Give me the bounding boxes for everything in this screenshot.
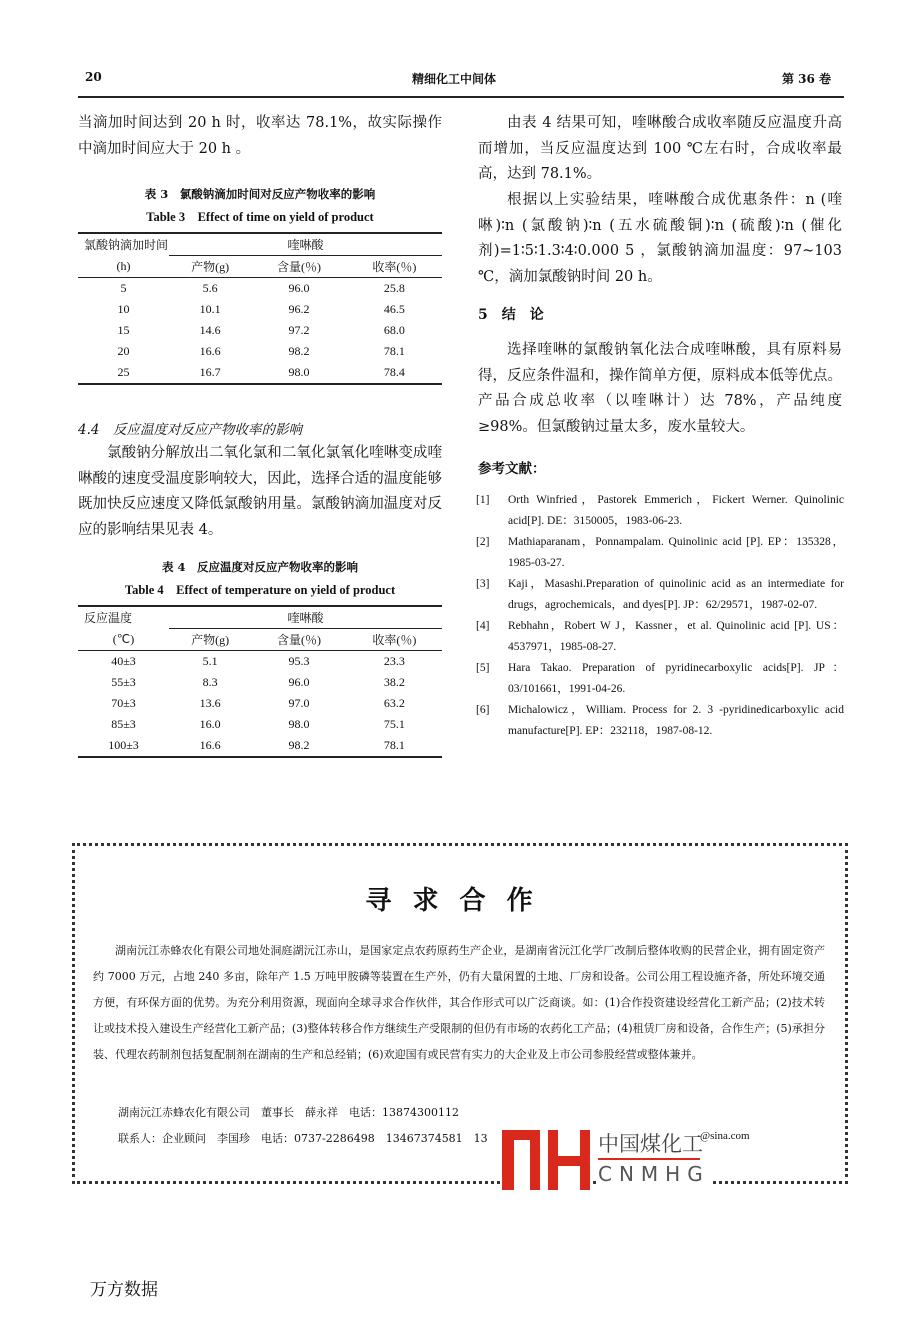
reference-text: Orth Winfried，Pastorek Emmerich，Fickert Werner. Quinolinic acid[P]. DE：3150005，1983-06-23. (508, 494, 844, 527)
table-cell: 25 (78, 362, 169, 384)
table-4 (78, 605, 442, 758)
column-header: 收率(％) (347, 629, 442, 651)
reference-item (476, 490, 844, 532)
table-cell: 15 (117, 323, 130, 337)
table-cell: 95.3 (288, 654, 310, 668)
watermark-rule (598, 1158, 700, 1160)
group-header: 喹啉酸 (169, 233, 442, 256)
reference-text: Kaji，Masashi.Preparation of quinolinic acid as an intermediate for drugs，agrochemicals，and dyes[P]. JP：62/29571，1987-02-07. (508, 578, 844, 611)
reference-text: Mathiaparanam，Ponnampalam. Quinolinic acid [P]. EP：135328，1985-03-27. (508, 536, 844, 569)
reference-number: [3] (476, 578, 490, 590)
reference-item (476, 616, 844, 658)
column-header: 收率(％) (347, 256, 442, 278)
watermark-en: CNMHG (598, 1162, 710, 1186)
col0-unit: (℃) (78, 629, 169, 651)
watermark-cn: 中国煤化工 (598, 1128, 703, 1158)
reference-number: [4] (476, 620, 490, 632)
conclusion-paragraph: 选择喹啉的氯酸钠氧化法合成喹啉酸，具有原料易得，反应条件温和，操作简单方便，原料成本低等优点。产品合成总收率（以喹啉计）达 78%，产品纯度≥98%。但氯酸钠过量太多，废水量较大。 (478, 342, 842, 435)
table-row (78, 672, 442, 693)
table3-caption-cn: 表 3 氯酸钠滴加时间对反应产物收率的影响 (144, 187, 376, 201)
reference-number: [1] (476, 494, 490, 506)
column-header: 含量(％) (251, 629, 346, 651)
table-cell: 16.7 (169, 362, 251, 384)
reference-number: [6] (476, 704, 490, 716)
ad-body: 湖南沅江赤蜂农化有限公司地处洞庭湖沅江赤山，是国家定点农药原药生产企业，是湖南省沅江化学厂改制后整体收购的民营企业，拥有固定资产约 7000 万元，占地 240 多亩，除年产 1.5 万吨甲胺磷等装置在生产外，仍有大量闲置的土地、厂房和设备。公司公用工程设施齐备，所处环境交通方便，有环保方面的优势。为充分利用资源，现面向全球寻求合作伙伴，其合作形式可以广泛商谈。如：(1)合作投资建设经营化工新产品；(2)技术转让或技术投入建设生产经营化工新产品；(3)整体转移合作方继续生产受限制的但仍有市场的农药化工产品；(4)租赁厂房和设备，合作生产；(5)承担分装、代理农药制剂包括复配制剂在湖南的生产和总经销；(6)欢迎国有或民营有实力的大企业及上市公司参股经营或整体兼并。 (93, 944, 825, 1061)
table-row (78, 299, 442, 320)
col0-header: 反应温度 (78, 606, 169, 629)
reference-text: Rebhahn，Robert W J，Kassner，et al. Quinolinic acid [P]. US：4537971，1985-08-27. (508, 620, 844, 653)
table-cell: 14.6 (199, 323, 221, 337)
table-cell: 38.2 (383, 675, 405, 689)
table-cell: 23.3 (383, 654, 405, 668)
table-cell: 100±3 (78, 735, 169, 757)
table-cell: 25.8 (383, 281, 405, 295)
table-cell: 5 (120, 281, 127, 295)
table-cell: 10.1 (199, 302, 221, 316)
right-paragraph-1: 由表 4 结果可知，喹啉酸合成收率随反应温度升高而增加，当反应温度达到 100 ℃左右时，合成收率最高，达到 78.1%。 (478, 115, 842, 182)
column-header: 产物(g) (169, 629, 251, 651)
email-fragment: @sina.com (700, 1130, 750, 1142)
section-4-4-paragraph: 氯酸钠分解放出二氧化氯和二氧化氯氧化喹啉变成喹啉酸的速度受温度影响较大，因此，选择合适的温度能够既加快反应速度又降低氯酸钠用量。氯酸钠滴加温度对反应的影响结果见表 4。 (78, 445, 442, 538)
volume-label: 第 36 卷 (782, 72, 832, 86)
table4-caption-cn: 表 4 反应温度对反应产物收率的影响 (161, 560, 358, 574)
table-cell: 96.0 (288, 281, 310, 295)
table-cell: 78.1 (347, 735, 442, 757)
table-row (78, 651, 442, 673)
journal-title: 精细化工中间体 (412, 72, 497, 86)
table-row (78, 714, 442, 735)
col0-unit: (h) (78, 256, 169, 278)
table-cell: 78.1 (383, 344, 405, 358)
table3-caption-en: Table 3 Effect of time on yield of product (146, 210, 374, 224)
table-cell: 98.0 (288, 717, 310, 731)
table-cell: 16.6 (169, 735, 251, 757)
table-cell: 55±3 (111, 675, 136, 689)
table-cell: 96.0 (288, 675, 310, 689)
table-row (78, 362, 442, 384)
table-cell: 98.2 (288, 344, 310, 358)
mh-logo-icon (500, 1128, 592, 1190)
table-cell: 98.2 (251, 735, 346, 757)
table-cell: 13.6 (199, 696, 221, 710)
table-cell: 40±3 (111, 654, 136, 668)
ad-title: 寻 求 合 作 (365, 886, 539, 916)
table-cell: 68.0 (383, 323, 405, 337)
table-cell: 98.0 (251, 362, 346, 384)
footer-wanfang: 万方数据 (90, 1280, 158, 1300)
table-cell: 5.6 (202, 281, 218, 295)
reference-number: [5] (476, 662, 490, 674)
table-cell: 96.2 (288, 302, 310, 316)
page-number: 20 (85, 70, 102, 84)
references-heading: 参考文献： (478, 461, 546, 477)
table-cell: 16.0 (199, 717, 221, 731)
table-cell: 97.0 (288, 696, 310, 710)
col0-header: 氯酸钠滴加时间 (78, 233, 169, 256)
reference-text: Michalowicz，William. Process for 2. 3 -pyridinedicarboxylic acid manufacture[P]. EP：232118，1987-08-12. (508, 704, 844, 737)
table-row (78, 735, 442, 757)
right-paragraph-2: 根据以上实验结果，喹啉酸合成优惠条件：n (喹啉)∶n (氯酸钠)∶n (五水硫酸铜)∶n (硫酸)∶n (催化剂)=1∶5∶1.3∶4∶0.000 5 ，氯酸钠滴加温度：97~103 ℃，滴加氯酸钠时间 20 h。 (478, 192, 842, 285)
table-row (78, 693, 442, 714)
reference-item (476, 532, 844, 574)
table-cell: 75.1 (383, 717, 405, 731)
table-cell: 46.5 (383, 302, 405, 316)
reference-item (476, 700, 844, 742)
reference-item (476, 658, 844, 700)
table-row (78, 278, 442, 300)
intro-paragraph: 当滴加时间达到 20 h 时，收率达 78.1%，故实际操作中滴加时间应大于 20 h 。 (78, 115, 442, 157)
table-cell: 63.2 (383, 696, 405, 710)
header-rule (78, 96, 844, 98)
ad-contact-1: 湖南沅江赤蜂农化有限公司 董事长 薛永祥 电话：13874300112 (118, 1106, 459, 1119)
table-cell: 20 (117, 344, 130, 358)
table-cell: 85±3 (111, 717, 136, 731)
watermark-logo (500, 1128, 592, 1190)
table-row (78, 341, 442, 362)
table-3 (78, 232, 442, 385)
table-cell: 5.1 (202, 654, 218, 668)
reference-text: Hara Takao. Preparation of pyridinecarboxylic acids[P]. JP：03/101661，1991-04-26. (508, 662, 844, 695)
table-cell: 70±3 (111, 696, 136, 710)
table-cell: 10 (117, 302, 130, 316)
table-row (78, 320, 442, 341)
column-header: 含量(％) (251, 256, 346, 278)
section-5-heading: 5 结 论 (478, 307, 544, 323)
table-cell: 97.2 (288, 323, 310, 337)
references-list (476, 490, 844, 742)
group-header: 喹啉酸 (169, 606, 442, 629)
reference-item (476, 574, 844, 616)
reference-number: [2] (476, 536, 490, 548)
table-cell: 8.3 (202, 675, 218, 689)
section-4-4-heading: 4.4 反应温度对反应产物收率的影响 (78, 422, 302, 438)
table-cell: 78.4 (347, 362, 442, 384)
ad-contact-2: 联系人：企业顾问 李国珍 电话：0737-2286498 13467374581 13 (118, 1132, 488, 1145)
column-header: 产物(g) (169, 256, 251, 278)
table4-caption-en: Table 4 Effect of temperature on yield of product (124, 583, 396, 597)
table-cell: 16.6 (199, 344, 221, 358)
